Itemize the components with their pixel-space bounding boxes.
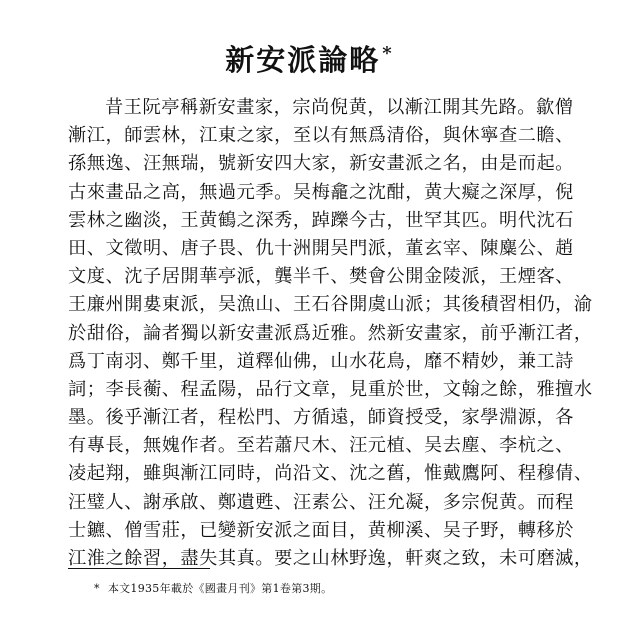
text-line: 漸江，師雲林，江東之家，至以有無爲清俗，與休寧查二瞻、 <box>68 125 574 147</box>
text-line: 文度、沈子居開華亭派，龔半千、樊會公開金陵派，王煙客、 <box>68 266 574 288</box>
text-line: 有專長，無媿作者。至若蕭尺木、汪元植、吴去塵、李杭之、 <box>68 435 574 457</box>
footnote-marker: * <box>382 43 394 65</box>
footnote-text: 本文1935年載於《國畫月刊》第1卷第3期。 <box>107 582 333 595</box>
footnote-divider <box>68 568 210 569</box>
text-line: 王廉州開婁東派，吴漁山、王石谷開虞山派；其後積習相仍，渝 <box>68 294 593 316</box>
text-line: 田、文徵明、唐子畏、仇十洲開吴門派，董玄宰、陳麋公、趙 <box>68 237 574 259</box>
article-title <box>0 38 619 79</box>
text-line: 孫無逸、汪無瑞，號新安四大家，新安畫派之名，由是而起。 <box>68 153 574 175</box>
article-body <box>68 94 593 573</box>
text-line: 墨。後乎漸江者，程松門、方循遠，師資授受，家學淵源，各 <box>68 407 574 429</box>
text-line: 古來畫品之高，無過元季。吴梅龕之沈酣，黄大癡之深厚，倪 <box>68 181 574 203</box>
text-line: 凌起翔，雖與漸江同時，尚沿文、沈之舊，惟戴鷹阿、程穆倩、 <box>68 463 593 485</box>
text-line: 江淮之餘習，盡失其真。要之山林野逸，軒爽之致，未可磨滅， <box>68 548 593 569</box>
text-line: 昔王阮亭稱新安畫家，宗尚倪黄，以漸江開其先路。歙僧 <box>105 97 574 118</box>
text-line: 汪璧人、謝承啟、鄭遺甦、汪素公、汪允凝，多宗倪黄。而程 <box>68 491 574 513</box>
text-line: 士鑣、僧雪莊，已變新安派之面目，黄柳溪、吴子野，轉移於 <box>68 519 574 541</box>
text-line: 詞；李長蘅、程孟陽，品行文章，見重於世，文翰之餘，雅擅水 <box>68 378 593 400</box>
text-line: 於甜俗，論者獨以新安畫派爲近雅。然新安畫家，前乎漸江者， <box>68 322 593 344</box>
footnote <box>94 580 332 596</box>
text-line: 爲丁南羽、鄭千里，道釋仙佛，山水花鳥，靡不精妙，兼工詩 <box>68 350 574 372</box>
text-line: 雲林之幽淡，王黄鶴之深秀，踔躒今古，世罕其匹。明代沈石 <box>68 209 574 231</box>
article-title-text: 新安派論略 <box>225 43 381 77</box>
footnote-star: * <box>94 582 100 595</box>
